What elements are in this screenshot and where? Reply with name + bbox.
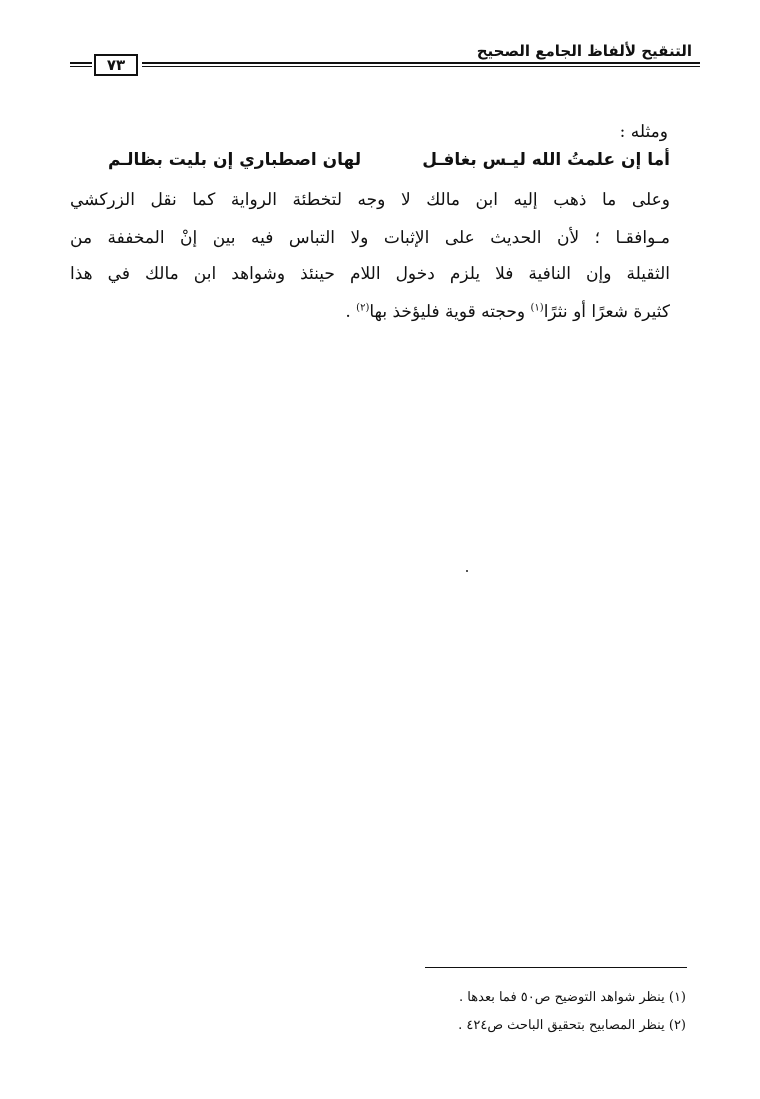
- poetry-verse: [108, 150, 670, 180]
- footnote-2: (٢) ينظر المصابيح بتحقيق الباحث ص٤٢٤ .: [458, 1018, 686, 1033]
- verse-second-hemistich: لهان اصطباري إن بليت بظالـم: [108, 150, 362, 170]
- page-number-box: [94, 54, 138, 76]
- footnote-marker-1: (١): [530, 302, 544, 314]
- intro-text: ومثله :: [619, 122, 668, 142]
- header-rule: [142, 62, 700, 67]
- footnote-marker-2: (٢): [356, 302, 370, 314]
- paragraph-line-4: [70, 302, 670, 322]
- verse-first-hemistich: أما إن علمتُ الله ليـس بغافـل: [422, 150, 670, 170]
- paragraph-line-2: مـوافقـا ؛ لأن الحديث على الإثبات ولا التباس فيه بين إنْ المخففة من: [70, 228, 670, 248]
- header-rule-left: [70, 62, 92, 67]
- line-4-start: كثيرة شعرًا أو نثرًا: [543, 302, 670, 322]
- running-header: [70, 42, 700, 82]
- paragraph-line-3: الثقيلة وإن النافية فلا يلزم دخول اللام حينئذ وشواهد ابن مالك في هذا: [70, 264, 670, 284]
- paragraph-line-1: وعلى ما ذهب إليه ابن مالك لا وجه لتخطئة الرواية كما نقل الزركشي: [70, 190, 670, 210]
- scan-speck: [466, 570, 468, 572]
- page-number: ٧٣: [106, 56, 126, 74]
- footnote-separator: [425, 967, 687, 968]
- line-4-middle: وحجته قوية فليؤخذ بها: [369, 302, 526, 322]
- line-4-end: .: [345, 302, 357, 322]
- footnote-1: (١) ينظر شواهد التوضيح ص٥٠ فما بعدها .: [459, 990, 686, 1005]
- book-title: التنقيح لألفاظ الجامع الصحيح: [471, 42, 692, 60]
